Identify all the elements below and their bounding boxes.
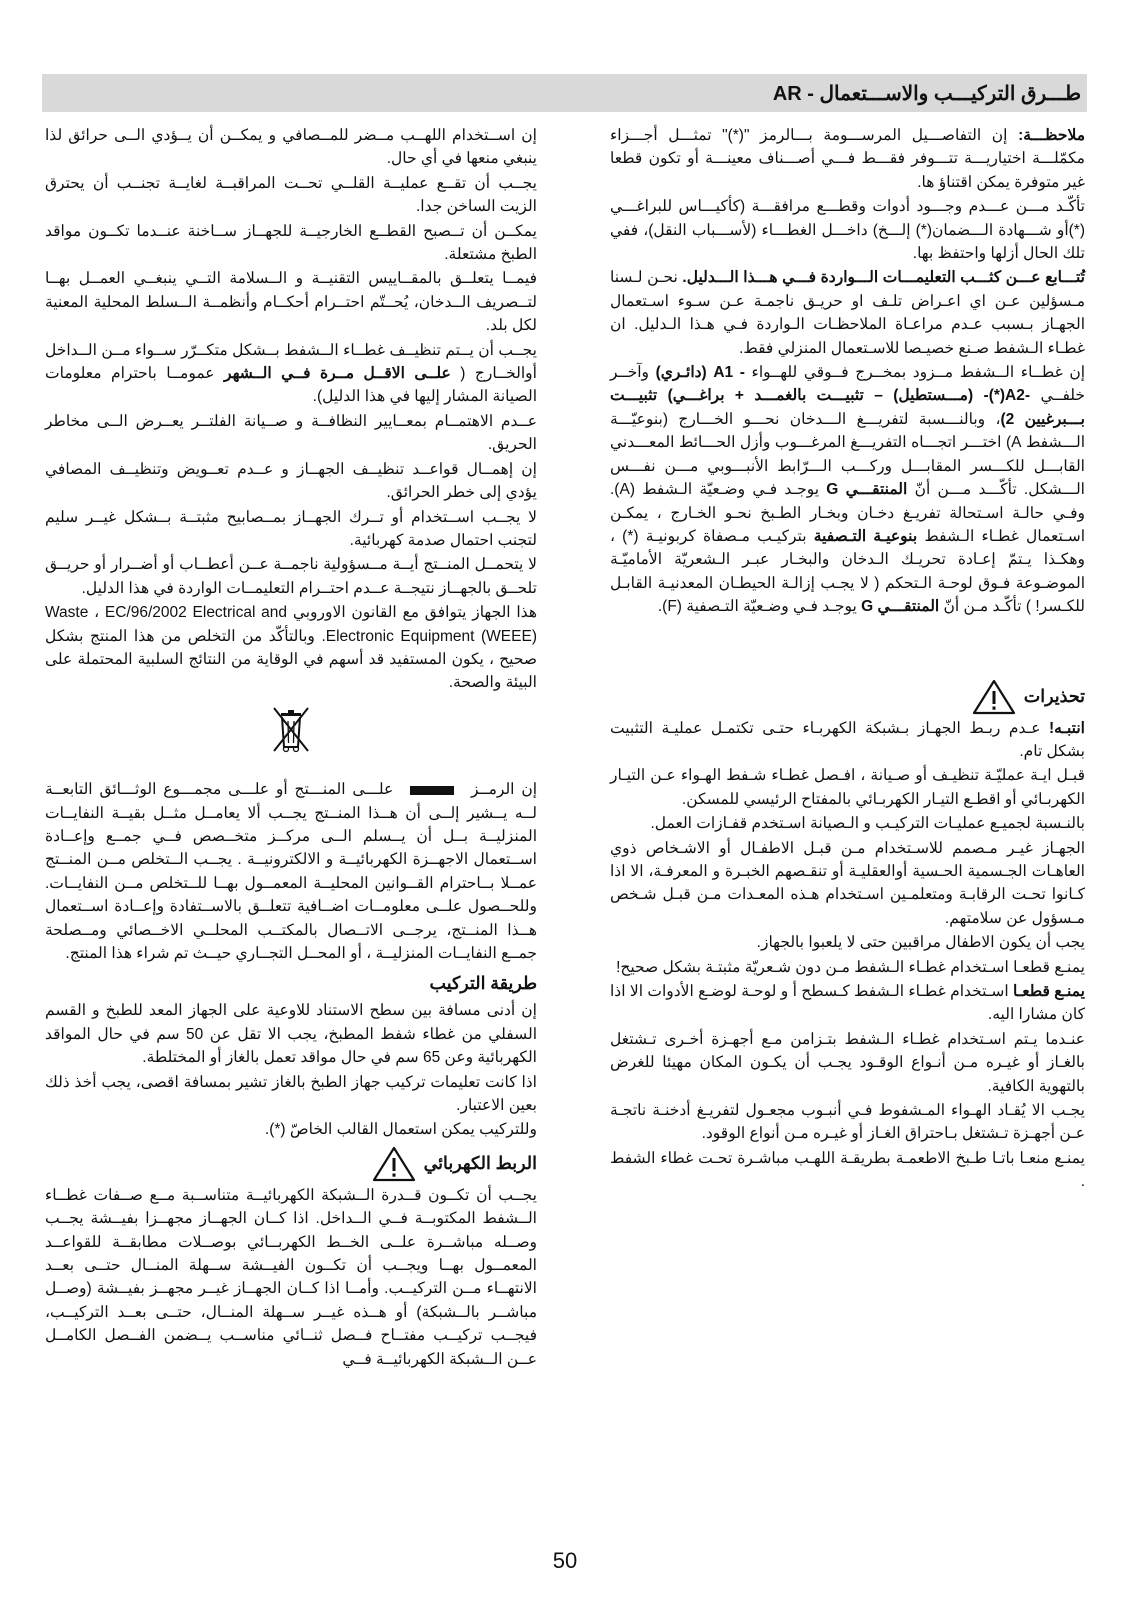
weee-bin-icon — [45, 705, 537, 760]
filter-g-label-2: المنتقـــي G — [861, 598, 940, 616]
a1-label: - A1 (دائـري) — [655, 364, 745, 382]
right-column — [610, 124, 1085, 1195]
warning-text: قبـل ايـة عمليّـة تنظيـف أو صـيانة ، افـصل غطـاء شـفط الهـواء عـن التيـار الكهربـائي أو اقطـع التيـار الكهربـائي بالمفتاح الرئيسي للمسكن. — [610, 767, 1085, 808]
warning-bold: يمنـع قطعـا — [1013, 983, 1085, 1000]
a1-intro: إن غطــاء الــشفط مــزود بمخــرج فــوقي للهــواء — [751, 364, 1086, 382]
warning-item — [610, 956, 1085, 979]
clean-post: عمومــا باحترام معلومات الصيانة المشار إليها في هذا الدليل). — [45, 365, 537, 406]
section-title: طـــرق التركيـــب والاســـتعمال - AR — [772, 82, 1081, 105]
left-paragraph: لا يجــب اســتخدام أو تــرك الجهــاز بمــصابيح مثبتــة بــشكل غيــر سليم لتجنب احتمال صدمة كهربائية. — [45, 508, 537, 549]
left-paragraph: إن إهمــال قواعــد تنظيــف الجهــاز و عــدم تعــويض وتنظيــف المصافي يؤدي إلى خطر الحرائق. — [45, 460, 537, 502]
symbol-post: علـــى المنـــتج أو علـــى مجمـــوع الوثـــائق التابعــة لــه يــشير إلــى أن هــذا المنــتج يجــب ألا يعامــل مثــل بقيــة النفايــات المنزليــة بــل أن يــسلم الــى مركــز متخــصص فــي جمــع وإعــادة اســتعمال الاجهــزة الكهربائيــة و الالكترونيــة . يجــب الــتخلص مــن المنــتج عمــلا بــاحترام القــوانين المحليــة المعمــول بهــا للــتخلص مــن النفايــات. وللحــصول علــى معلومــات اضــافية تتعلــق بالاســتفادة وإعــادة اســتعمال هــذا المنــتج، يرجــى الاتــصال بالمكتــب المحلــي الاخــصائي ومــصلحة جمــع النفايــات المنزليــة ، أو المحــل التجــاري حيــث تم شراء هذا المنتج. — [45, 781, 537, 962]
check-paragraph: تأكّـد مـــن عـــدم وجـــود أدوات وقطـــع مرافقـــة (كأكيـــاس للبراغـــي (*)أو شـــهادة الـــضمان(*) إلـــخ) داخـــل الغطـــاء (لأســـباب النقل)، ففي تلك الحال أزلها واحتفظ بها. — [610, 198, 1085, 263]
warning-triangle-icon — [972, 679, 1016, 715]
note-label: ملاحظـــة: — [1018, 127, 1086, 144]
left-paragraph: لا يتحمــل المنــتج أيــة مــسؤولية ناجمــة عــن أعطــاب أو أضــرار أو حريــق تلحــق بالجهــاز نتيجــة عــدم احتــرام التعليمــات الواردة في هذا الدليل. — [45, 556, 537, 597]
warning-text: عـدم ربـط الجهـاز بـشبكة الكهربـاء حتـى تكتمـل عمليـة التثبيت بشكل تام. — [610, 719, 1085, 760]
electrical-paragraph: يجــب أن تكــون قــدرة الــشبكة الكهربائيــة متناســبة مــع صــفات غطــاء الــشفط المكتوبــة فــي الــداخل. اذا كــان الجهــاز مجهــزا بفيــشة يجــب وصــله مباشــرة علــى الخــط الكهربــائي بوصــلات مطابقــة للقواعــد المعمــول بهــا ويجــب أن تكــون الفيــشة ســهلة المنــال حتــى بعــد الانتهــاء مــن التركيــب. وأمــا اذا كــان الجهــاز غيــر مجهــز بفيــشة (وصــل مباشــر بالــشبكة) أو هــذه غيــر ســهلة المنــال، حتــى بعــد التركيــب، فيجــب تركيــب مفتــاح فــصل ثنــائي مناســب يــضمن الفــصل الكامــل عــن الــشبكة الكهربائيــة فــي — [45, 1186, 537, 1368]
warning-item — [610, 980, 1085, 1027]
left-paragraph: يجــب أن تقــع عمليــة القلــي تحــت المراقبــة لغايــة تجنــب أن يحترق الزيت الساخن جدا. — [45, 174, 537, 216]
note-paragraph — [610, 124, 1085, 194]
warnings-list — [610, 717, 1085, 1194]
left-paragraph: فيمــا يتعلــق بالمقــاييس التقنيــة و الــسلامة التــي ينبغــي العمــل بهــا لتــصريف الــدخان، يُحــتّم احتــرام أحكــام وأنظمــة الــسلط المحلية المعنية لكل بلد. — [45, 270, 537, 335]
left-column — [45, 124, 537, 1372]
filter-type-label: بنوعيـة التـصفية — [813, 527, 918, 545]
electrical-title: الربط الكهربائي — [423, 1153, 537, 1174]
warnings-title: تحذيرات — [1023, 685, 1085, 706]
clean-pre: يجــب أن يــتم تنظيــف غطــاء الــشفط بــشكل متكــرّر ســواء مــن الــداخل أوالخــارج ( — [45, 341, 537, 383]
warning-item — [610, 717, 1085, 764]
warning-text: الجهـاز غيـر مـصمم للاسـتخدام مـن قبـل الاطفـال أو الاشـخاص ذوي العاهـات الجـسمية الحـسية أوالعقليـة أو تنقـصهم الخبـرة و المعرفـة، الا اذا كـانوا تحـت الرقابـة ومتعلمـين اسـتخدام هـذه المعـدات مـن قبـل شـخص مـسؤول عن سلامتهم. — [610, 839, 1085, 927]
warning-text: يجب أن يكون الاطفال مراقبين حتى لا يلعبوا بالجهاز. — [756, 934, 1085, 952]
warning-text: يمنـع قطعـا اسـتخدام غطـاء الـشفط مـن دون شـعريّة مثبتـة بشكل صحيح! — [616, 958, 1085, 976]
section-header-bar — [42, 74, 1087, 112]
weee-paragraph: هذا الجهاز يتوافق مع القانون الاوروبي Waste ، EC/96/2002 Electrical and Electronic Equipment (WEEE). وبالتأكّد من التخلص من هذا المنتج بشكل صحيح ، يكون المستفيد قد أسهم في الوقاية من النتائج السلبية المحتملة على البيئة والصحة. — [45, 604, 537, 692]
a2-label: -A2(*)- (مـــستطيل) — [893, 387, 1031, 405]
a2-bold: – تثبيـــت بالغمـــد + براغـــي) تثبيـــت بـــبرغيين 2) — [610, 387, 1085, 428]
warning-item — [610, 812, 1085, 835]
install-paragraph: إن أدنى مسافة بين سطح الاستناد للاوعية على الجهاز المعد للطبخ و القسم السفلي من غطاء شفط المطبخ، يجب الا تقل عن 50 سم في حال المواقد الكهربائية وعن 65 سم في حال مواقد تعمل بالغاز أو المختلطة. — [45, 1002, 538, 1067]
left-paragraph: يمكــن أن تــصبح القطــع الخارجيــة للجهــاز ســاخنة عنــدما تكــون مواقد الطبخ مشتعلة. — [45, 222, 537, 264]
warning-item — [610, 837, 1085, 931]
warning-triangle-icon — [372, 1146, 416, 1182]
follow-paragraph — [610, 266, 1085, 360]
a1-mid: وآخــر خلفــي — [610, 364, 1085, 405]
left-paragraph: إن اســتخدام اللهــب مــضر للمــصافي و يمكــن أن يــؤدي الــى حرائق لذا ينبغي منعها في أي حال. — [45, 127, 537, 168]
warning-item — [610, 931, 1085, 954]
install-paragraph: اذا كانت تعليمات تركيب جهاز الطبخ بالغاز تشير بمسافة اقصى، يجب أخذ ذلك بعين الاعتبار. — [45, 1073, 537, 1115]
install-paragraph: وللتركيب يمكن استعمال القالب الخاصّ (*). — [264, 1121, 537, 1139]
warning-bold: انتبـه! — [1048, 719, 1085, 737]
black-bar-symbol — [410, 786, 454, 795]
warning-text: يجـب الا يُقـاد الهـواء المـشفوط فـي أنبـوب مجعـول لتفريـغ أدخنـة ناتجـة عـن أجهـزة تـشتغل بـاحتراق الغـاز أو غيـره مـن أنواع الوقود. — [610, 1102, 1085, 1143]
warning-item — [610, 1028, 1085, 1098]
left-paragraph: عــدم الاهتمــام بمعــايير النظافــة و صــيانة الفلتــر يعــرض الــى مخاطر الحريق. — [45, 412, 537, 454]
warning-text: بالنـسبة لجميـع عمليـات التركيـب و الـصيانة اسـتخدم قفـازات العمل. — [650, 815, 1085, 833]
warnings-heading — [610, 679, 1085, 715]
a2-text4: يوجـد فـي وضـعيّة التـصفية (F). — [657, 598, 857, 616]
follow-text: نحـن لـسنا مـسؤلين عـن اي اعـراض تلـف او حريـق ناجمـة عـن سـوء اسـتعمال الجهـاز بـسبب عـدم مراعـاة الملاحظـات الـواردة فـي هـذا الـدليل. ان غطـاء الـشفط صـنع خصيـصا للاسـتعمال المنزلي فقط. — [610, 269, 1085, 357]
a2-text: ، وبالنـــسبة لتفريـــغ الـــدخان نحـــو الخـــارج (بنوعيّـــة الـــشفط A) اختـــر اتجـــاه التفريـــغ المرغـــوب وأزل الحـــائط المعـــدني القابـــل للكـــسر المقابـــل وركـــب الـــرّابط الأنبـــوبي مـــن نفـــس الـــشكل. تأكّـــد مـــن أنّ — [610, 410, 1085, 499]
electrical-heading — [45, 1146, 537, 1182]
page-number: 50 — [552, 1548, 578, 1573]
follow-bold: تُتـــابع عـــن كثـــب التعليمـــات الـــواردة فـــي هـــذا الـــدليل. — [682, 269, 1085, 287]
a2-text3: بتركيـب مـصفاة كربونيـة (*) ، وهكـذا يـتمّ إعـادة تحريـك الـدخان والبخـار عبـر الـشعريّة الأماميّـة الموضـوعة فـوق لوحـة الـتحكم ( لا يجـب إزالـة الحيطـان المعدنيـة القابـل للكـسر! ) تأكّـد مـن أنّ — [610, 527, 1085, 616]
warning-item — [610, 764, 1085, 811]
symbol-pre: إن الرمــز — [470, 781, 538, 799]
note-text: إن التفاصـــيل المرســـومة بـــالرمز "(*)" تمثـــل أجـــزاء مكمّلـــة اختياريـــة تتـــوفر فقـــط فـــي أصـــناف معينـــة أو تكون قطعا غير متوفرة يمكن اقتناؤ ها. — [610, 127, 1085, 191]
symbol-paragraph — [45, 778, 537, 965]
warning-text: اسـتخدام غطـاء الـشفط كـسطح أ و لوحـة لوضـع الأدوات الا اذا كان مشارا اليه. — [610, 983, 1085, 1024]
warning-text: عنـدما يـتم اسـتخدام غطـاء الـشفط بتـزامن مـع أجهـزة أخـرى تـشتغل بالغـاز أو غيـره مـن أنـواع الوقـود يجـب أن يكـون المكان مهيئا للغرض بالتهوية الكافية. — [610, 1030, 1085, 1095]
outlet-paragraph — [610, 361, 1085, 618]
cleaning-paragraph — [45, 339, 537, 409]
filter-g-label: المنتقـــي G — [826, 481, 908, 499]
warning-item — [610, 1147, 1085, 1194]
clean-bold: علــى الاقــل مــرة فــي الــشهر — [224, 365, 451, 383]
warning-text: يمنـع منعـا باتـا طـبخ الاطعمـة بطريقـة اللهـب مباشـرة تحـت غطاء الشفط . — [610, 1149, 1085, 1191]
warning-item — [610, 1099, 1085, 1146]
a2-text2: يوجـد فـي وضـعيّة الـشفط (A). وفـي حالـة اسـتحالة تفريـغ دخـان وبخـار الطـبخ نحـو الخـارج ، يمكـن اسـتعمال غطـاء الـشفط — [610, 481, 1085, 545]
install-title: طريقة التركيب — [429, 973, 537, 994]
